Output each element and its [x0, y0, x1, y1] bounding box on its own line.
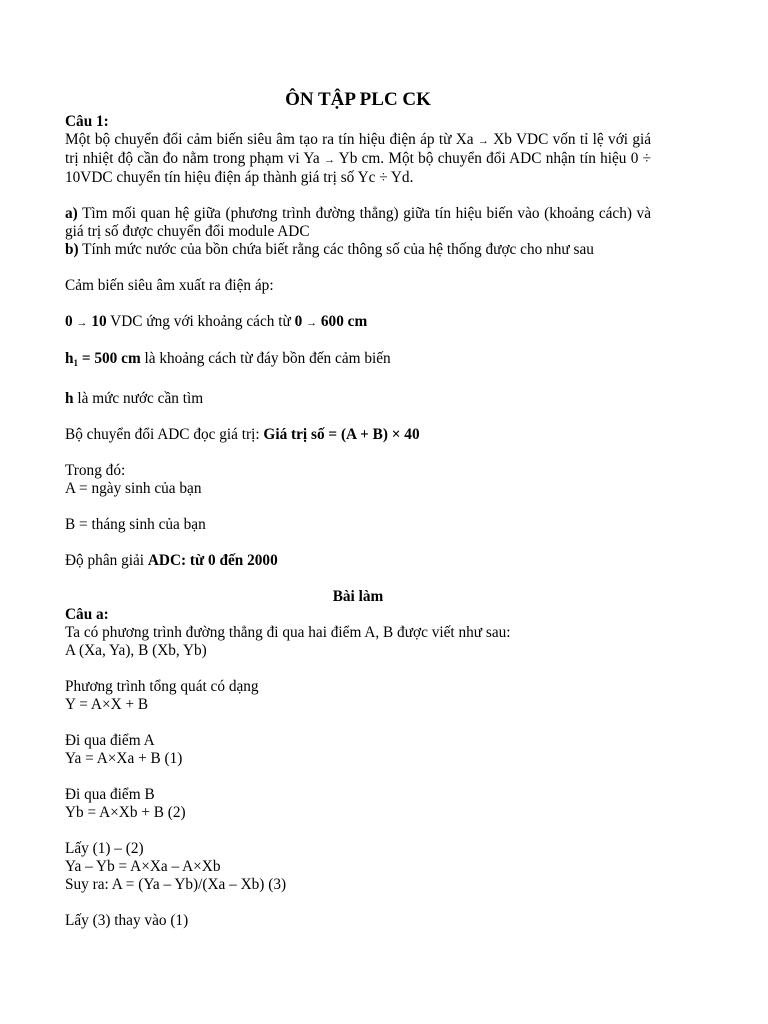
- spacer: [65, 498, 651, 516]
- h1-value: = 500 cm: [81, 350, 141, 367]
- solution-line: Ta có phương trình đường thẳng đi qua hai điểm A, B được viết như sau:: [65, 624, 511, 641]
- solution-line: Đi qua điểm A: [65, 732, 155, 749]
- spacer: [65, 295, 651, 313]
- solution-line: Phương trình tổng quát có dạng: [65, 678, 259, 695]
- sensor-output-text: Cảm biến siêu âm xuất ra điện áp:: [65, 277, 274, 294]
- where-label: Trong đó:: [65, 462, 126, 479]
- solution-line: Yb = A×Xb + B (2): [65, 804, 186, 821]
- intro-line3: nhận tín hiệu 0 ÷ 10VDC chuyển tín hiệu điện áp thành giá trị số Yc ÷ Yd.: [65, 150, 652, 186]
- arrow-icon: →: [306, 317, 318, 329]
- part-a-text: Tìm mối quan hệ giữa (phương trình đường thẳng) giữa tín hiệu biến vào (khoảng cách) và giá trị số được chuyển đổi module ADC: [65, 205, 651, 240]
- intro-line2: với giá trị nhiệt độ cần đo nằm trong phạm vi Ya: [65, 131, 652, 167]
- intro-line2-tail: Yb cm. Một bộ chuyển đổi ADC: [338, 150, 542, 167]
- range-mid: VDC ứng với khoảng cách từ: [110, 313, 291, 330]
- part-b-label: b): [65, 241, 79, 258]
- spacer: [65, 408, 651, 426]
- resolution-line: [65, 552, 651, 570]
- solution-line: Y = A×X + B: [65, 696, 149, 713]
- arrow-icon: →: [323, 154, 335, 166]
- spacer: [65, 768, 651, 786]
- h1-subscript: 1: [73, 358, 79, 368]
- arrow-icon: →: [76, 317, 88, 329]
- a-definition: A = ngày sinh của bạn: [65, 480, 202, 497]
- spacer: [65, 444, 651, 462]
- adc-read-line: [65, 426, 651, 444]
- resolution-prefix: Độ phân giải: [65, 552, 145, 569]
- solution-line: Đi qua điểm B: [65, 786, 155, 803]
- range-v-end: 10: [91, 313, 107, 330]
- spacer: [65, 714, 651, 732]
- question-label: Câu 1:: [65, 113, 109, 130]
- resolution-value: ADC: từ 0 đến 2000: [147, 552, 278, 569]
- spacer: [65, 894, 651, 912]
- spacer: [65, 332, 651, 350]
- adc-read-formula: Giá trị số = (A + B) × 40: [263, 426, 420, 443]
- solution-line: Lấy (3) thay vào (1): [65, 912, 189, 929]
- b-definition: B = tháng sinh của bạn: [65, 516, 206, 533]
- spacer: [65, 822, 651, 840]
- h-definition: [65, 390, 651, 408]
- part-b-question: [65, 241, 651, 259]
- intro-line1: Một bộ chuyển đổi cảm biến siêu âm tạo ra tín hiệu điện áp từ Xa: [65, 131, 474, 148]
- solution-part-a-label: Câu a:: [65, 606, 109, 623]
- solution-heading: Bài làm: [332, 588, 384, 605]
- document-title: ÔN TẬP PLC CK: [285, 89, 431, 110]
- h-symbol: h: [65, 390, 74, 407]
- solution-line: Ya = A×Xa + B (1): [65, 750, 183, 767]
- range-d-start: 0: [294, 313, 303, 330]
- h1-definition: [65, 350, 651, 372]
- solution-line: Ya – Yb = A×Xa – A×Xb: [65, 858, 221, 875]
- h1-text: là khoảng cách từ đáy bồn đến cảm biến: [144, 350, 391, 367]
- range-d-end: 600 cm: [320, 313, 368, 330]
- spacer: [65, 259, 651, 277]
- solution-line: A (Xa, Ya), B (Xb, Yb): [65, 642, 207, 659]
- range-v-start: 0: [65, 313, 73, 330]
- part-a-label: a): [65, 205, 78, 222]
- solution-line: Suy ra: A = (Ya – Yb)/(Xa – Xb) (3): [65, 876, 287, 893]
- part-a-question: [65, 205, 651, 241]
- h1-symbol: h: [65, 350, 74, 367]
- intro-line1-tail: Xb VDC vốn tỉ lệ: [493, 131, 604, 148]
- adc-read-prefix: Bộ chuyển đổi ADC đọc giá trị:: [65, 426, 260, 443]
- spacer: [65, 570, 651, 588]
- arrow-icon: →: [477, 135, 489, 147]
- part-b-text: Tính mức nước của bồn chứa biết rằng các thông số của hệ thống được cho như sau: [82, 241, 594, 258]
- document-page: [65, 88, 651, 930]
- sensor-range: [65, 313, 651, 332]
- spacer: [65, 660, 651, 678]
- solution-line: Lấy (1) – (2): [65, 840, 144, 857]
- spacer: [65, 372, 651, 390]
- h-text: là mức nước cần tìm: [77, 390, 204, 407]
- question-intro: [65, 131, 651, 187]
- spacer: [65, 534, 651, 552]
- spacer: [65, 187, 651, 205]
